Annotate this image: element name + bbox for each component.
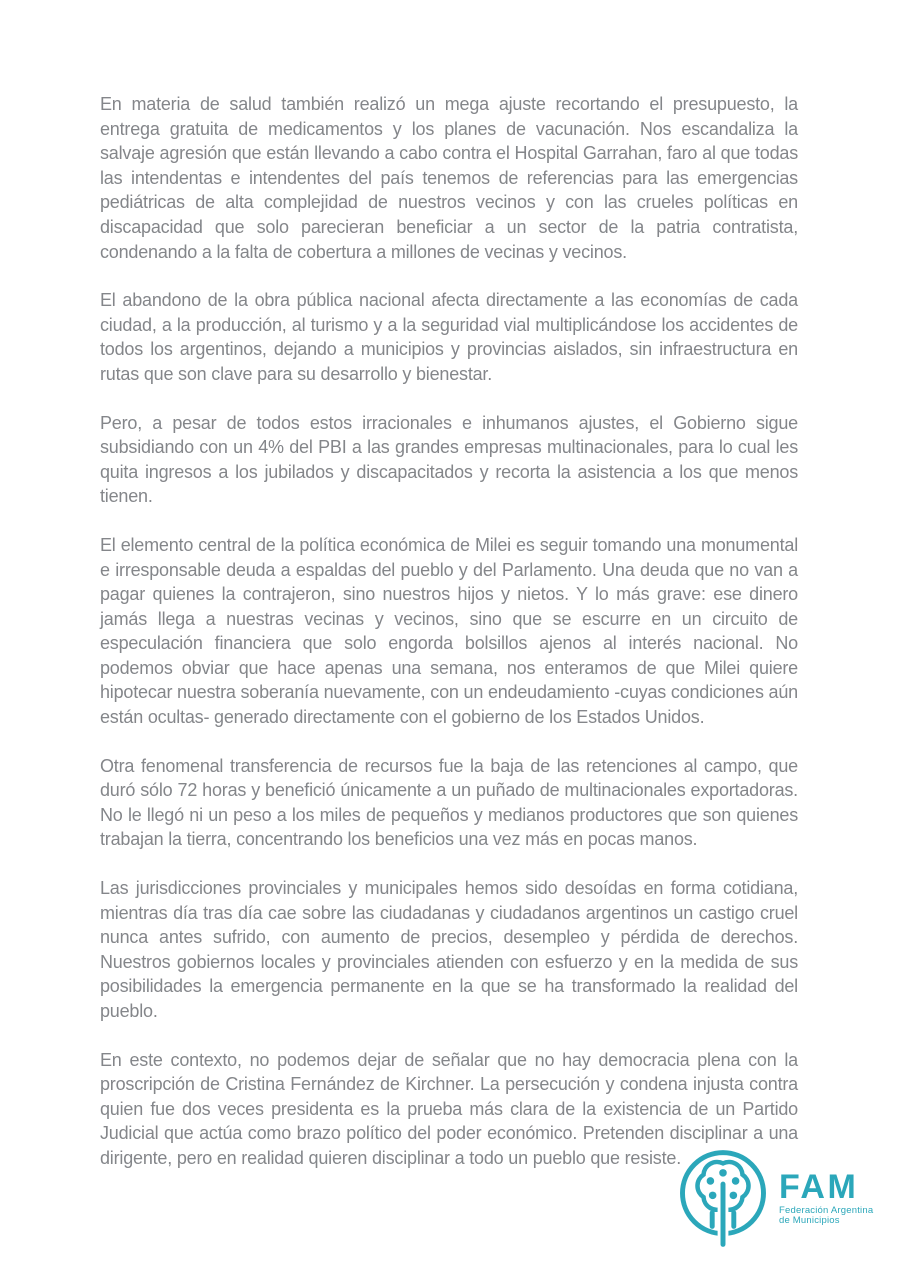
paragraph-debt: El elemento central de la política económica de Milei es seguir tomando una monumental e irresponsable deuda a espaldas del pueblo y del Parlamento. Una deuda que no van a pagar quienes la contrajeron, sino nuestros hijos y nietos. Y lo más grave: ese dinero jamás llega a nuestras vecinas y vecinos, sino que se escurre en un circuito de especulación financiera que solo engorda bolsillos ajenos al interés nacional. No podemos obviar que hace apenas una semana, nos enteramos de que Milei quiere hipotecar nuestra soberanía nuevamente, con un endeudamiento -cuyas condiciones aún están ocultas- generado directamente con el gobierno de los Estados Unidos.: [100, 534, 798, 728]
fam-org-line1: Federación Argentina: [779, 1205, 874, 1216]
fam-org-name: [779, 1206, 873, 1226]
paragraph-public-works: El abandono de la obra pública nacional afecta directamente a las economías de cada ciudad, a la producción, al turismo y a la seguridad vial multiplicándose los accidentes de todos los argentinos, dejando a municipios y provincias aislados, sin infraestructura en rutas que son clave para su desarrollo y bienestar.: [100, 290, 798, 384]
paragraph-retentions: Otra fenomenal transferencia de recursos fue la baja de las retenciones al campo, que duró sólo 72 horas y benefició únicamente a un puñado de multinacionales exportadoras. No le llegó ni un peso a los miles de pequeños y medianos productores que son quienes trabajan la tierra, concentrando los beneficios una vez más en pocas manos.: [100, 755, 798, 850]
document-body: [100, 92, 798, 1195]
paragraph-proscription: En este contexto, no podemos dejar de señalar que no hay democracia plena con la proscripción de Cristina Fernández de Kirchner. La persecución y condena injusta contra quien fue dos veces presidenta es la prueba más clara de la existencia de un Partido Judicial que actúa como brazo político del poder económico. Pretenden disciplinar a una dirigente, pero en realidad quieren disciplinar a todo un pueblo que resiste.: [100, 1049, 798, 1168]
paragraph-subsidies: Pero, a pesar de todos estos irracionales e inhumanos ajustes, el Gobierno sigue subsidiando con un 4% del PBI a las grandes empresas multinacionales, para lo cual les quita ingresos a los jubilados y discapacitados y recorta la asistencia a los que menos tienen.: [100, 412, 798, 507]
fam-acronym: FAM: [779, 1168, 859, 1206]
fam-org-line2: de Municipios: [779, 1215, 840, 1226]
paragraph-health: En materia de salud también realizó un mega ajuste recortando el presupuesto, la entrega gratuita de medicamentos y los planes de vacunación. Nos escandaliza la salvaje agresión que están llevando a cabo contra el Hospital Garrahan, faro al que todas las intendentas e intendentes del país tenemos de referencias para las emergencias pediátricas de alta complejidad de nuestros vecinos y con las crueles políticas en discapacidad que solo parecieran beneficiar a un sector de la patria contratista, condenando a la falta de cobertura a millones de vecinas y vecinos.: [100, 94, 798, 262]
fam-logo-text: [779, 1148, 873, 1226]
fam-tree-icon: [678, 1148, 768, 1249]
paragraph-jurisdictions: Las jurisdicciones provinciales y municipales hemos sido desoídas en forma cotidiana, mientras día tras día cae sobre las ciudadanas y ciudadanos argentinos un castigo cruel nunca antes sufrido, con aumento de precios, desempleo y pérdida de derechos. Nuestros gobiernos locales y provinciales atienden con esfuerzo y en la medida de sus posibilidades la emergencia permanente en la que se ha transformado la realidad del pueblo.: [100, 878, 798, 1021]
fam-logo: [678, 1148, 873, 1249]
